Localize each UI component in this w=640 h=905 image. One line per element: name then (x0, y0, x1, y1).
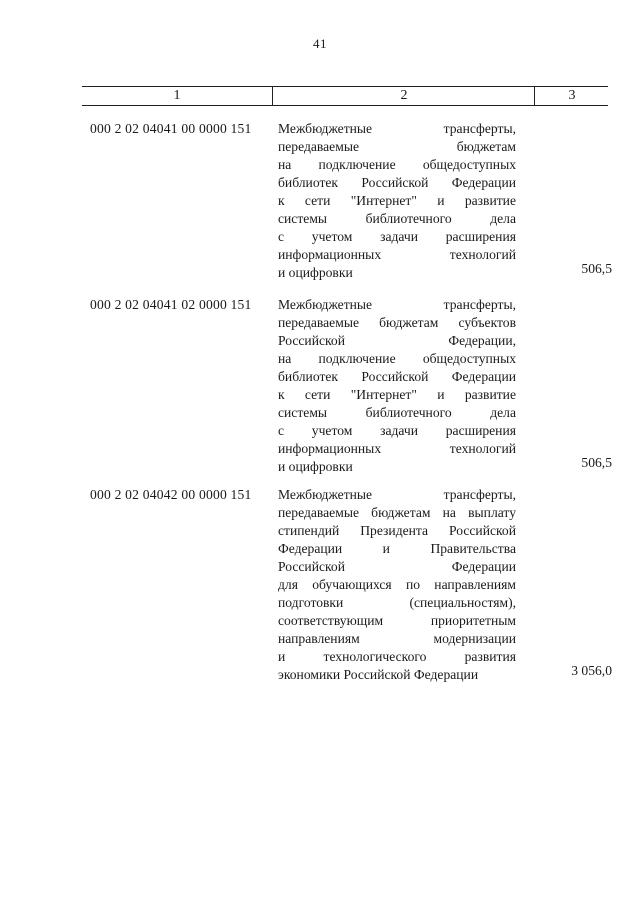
description-line: с учетом задачи расширения (278, 229, 516, 244)
amount: 3 056,0 (571, 663, 612, 678)
description-line: Межбюджетные трансферты, (278, 297, 516, 312)
description-line: передаваемые бюджетам на выплату (278, 505, 516, 520)
amount: 506,5 (581, 261, 612, 276)
description-line: Российской Федерации, (278, 333, 516, 348)
header-col-1: 1 (173, 88, 181, 103)
description-line: Межбюджетные трансферты, (278, 121, 516, 136)
description-line: Российской Федерации (278, 559, 516, 574)
description-line: экономики Российской Федерации (278, 667, 479, 682)
description-line: и оцифровки (278, 459, 353, 474)
amount: 506,5 (581, 455, 612, 470)
description-line: для обучающихся по направлениям (278, 577, 516, 592)
budget-code: 000 2 02 04041 02 0000 151 (90, 297, 252, 312)
description-line: системы библиотечного дела (278, 211, 516, 226)
description-line: и технологического развития (278, 649, 516, 664)
description-line: подготовки (специальностям), (278, 595, 516, 610)
description-line: Федерации и Правительства (278, 541, 516, 556)
description-line: передаваемые бюджетам (278, 139, 516, 154)
description-line: Межбюджетные трансферты, (278, 487, 516, 502)
description-line: к сети "Интернет" и развитие (278, 193, 516, 208)
row-description (278, 296, 516, 476)
description-line: библиотек Российской Федерации (278, 369, 516, 384)
description-line: соответствующим приоритетным (278, 613, 516, 628)
row-description (278, 486, 516, 684)
page-number: 41 (313, 36, 327, 51)
description-line: информационных технологий (278, 247, 516, 262)
description-line: стипендий Президента Российской (278, 523, 516, 538)
description-line: библиотек Российской Федерации (278, 175, 516, 190)
description-line: и оцифровки (278, 265, 353, 280)
description-line: с учетом задачи расширения (278, 423, 516, 438)
budget-code: 000 2 02 04042 00 0000 151 (90, 487, 252, 502)
description-line: информационных технологий (278, 441, 516, 456)
row-description (278, 120, 516, 282)
table-header (82, 86, 608, 106)
description-line: к сети "Интернет" и развитие (278, 387, 516, 402)
description-line: направлениям модернизации (278, 631, 516, 646)
description-line: системы библиотечного дела (278, 405, 516, 420)
description-line: передаваемые бюджетам субъектов (278, 315, 516, 330)
header-col-3: 3 (534, 87, 609, 105)
header-col-2: 2 (272, 87, 535, 105)
description-line: на подключение общедоступных (278, 157, 516, 172)
description-line: на подключение общедоступных (278, 351, 516, 366)
budget-code: 000 2 02 04041 00 0000 151 (90, 121, 252, 136)
